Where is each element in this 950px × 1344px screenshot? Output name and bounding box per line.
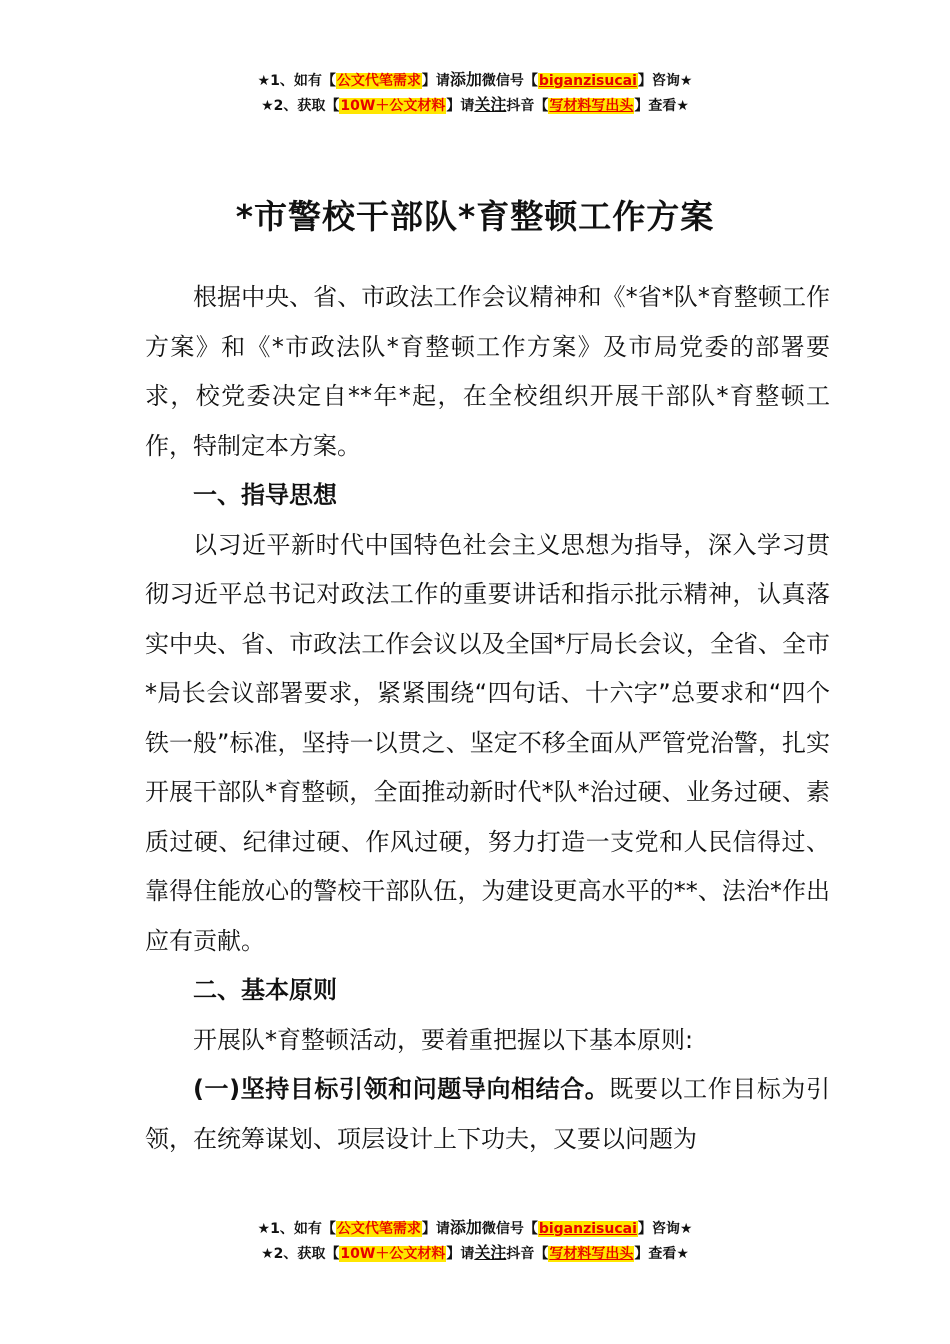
principle-1-lead: (一)坚持目标引领和问题导向相结合。 [193, 1075, 610, 1103]
promo-text: 】咨询 [637, 1221, 680, 1237]
promo-highlight-wechat-id: biganzisucai [538, 1221, 637, 1237]
promo-highlight-service: 公文代笔需求 [336, 1221, 421, 1237]
promo-line-2 [0, 1241, 950, 1266]
promo-highlight-douyin: 写材料写出头 [549, 1246, 634, 1262]
promo-text: 】请 [446, 1246, 475, 1262]
star-icon: ★ [257, 1221, 271, 1237]
promo-emphasis: 关注 [474, 1243, 507, 1262]
promo-highlight-douyin: 写材料写出头 [549, 98, 634, 114]
principle-1-paragraph [145, 1065, 830, 1164]
promo-text: 1、如有【 [270, 1221, 336, 1237]
promo-line-1 [0, 68, 950, 93]
promo-line-2 [0, 93, 950, 118]
promo-highlight-materials: 10W＋公文材料 [340, 98, 446, 114]
principle-1-text: 既要以工作目标为引领，在统筹谋划、项层设计上下功夫，又要以问题为 [145, 1075, 831, 1153]
promo-text: 】请 [421, 1221, 450, 1237]
promo-highlight-service: 公文代笔需求 [336, 73, 421, 89]
document-body [145, 273, 830, 1164]
section-heading-basic-principles: 二、基本原则 [193, 976, 337, 1004]
star-icon: ★ [679, 73, 693, 89]
guiding-ideology-paragraph: 以习近平新时代中国特色社会主义思想为指导，深入学习贯彻习近平总书记对政法工作的重要讲话和指示批示精神，认真落实中央、省、市政法工作会议以及全国*厅局长会议，全省、全市*局长会议部署要求，紧紧围绕“四句话、十六字”总要求和“四个铁一般”标准，坚持一以贯之、坚定不移全面从严管党治警，扎实开展干部队*育整顿，全面推动新时代*队*治过硬、业务过硬、素质过硬、纪律过硬、作风过硬，努力打造一支党和人民信得过、靠得住能放心的警校干部队伍，为建设更高水平的**、法治*作出应有贡献。 [145, 530, 830, 955]
promo-text: 】请 [421, 73, 450, 89]
promo-text: 微信号【 [481, 73, 538, 89]
promo-emphasis: 添加 [449, 1218, 482, 1237]
promo-text: 微信号【 [481, 1221, 538, 1237]
promo-emphasis: 关注 [474, 95, 507, 114]
section-heading-guiding-ideology: 一、指导思想 [193, 481, 337, 509]
promo-emphasis: 添加 [449, 70, 482, 89]
promo-text: 2、获取【 [273, 1246, 340, 1262]
promo-text: 2、获取【 [273, 98, 340, 114]
promo-text: 抖音【 [506, 98, 549, 114]
promo-text: 】咨询 [637, 73, 680, 89]
promo-highlight-wechat-id: biganzisucai [538, 73, 637, 89]
document-title: *市警校干部队*育整顿工作方案 [235, 197, 715, 237]
star-icon: ★ [676, 1246, 689, 1262]
promo-footer [0, 1216, 950, 1266]
promo-text: 】查看 [634, 98, 677, 114]
star-icon: ★ [257, 73, 271, 89]
promo-text: 】查看 [634, 1246, 677, 1262]
star-icon: ★ [679, 1221, 693, 1237]
promo-header [0, 68, 950, 118]
promo-text: 抖音【 [506, 1246, 549, 1262]
star-icon: ★ [676, 98, 689, 114]
star-icon: ★ [261, 98, 274, 114]
promo-line-1 [0, 1216, 950, 1241]
star-icon: ★ [261, 1246, 274, 1262]
basic-principles-intro: 开展队*育整顿活动，要着重把握以下基本原则: [193, 1025, 694, 1054]
intro-paragraph: 根据中央、省、市政法工作会议精神和《*省*队*育整顿工作方案》和《*市政法队*育整顿工作方案》及市局党委的部署要求，校党委决定自**年*起，在全校组织开展干部队*育整顿工作，特制定本方案。 [145, 283, 830, 460]
promo-highlight-materials: 10W＋公文材料 [340, 1246, 446, 1262]
promo-text: 1、如有【 [270, 73, 336, 89]
promo-text: 】请 [446, 98, 475, 114]
